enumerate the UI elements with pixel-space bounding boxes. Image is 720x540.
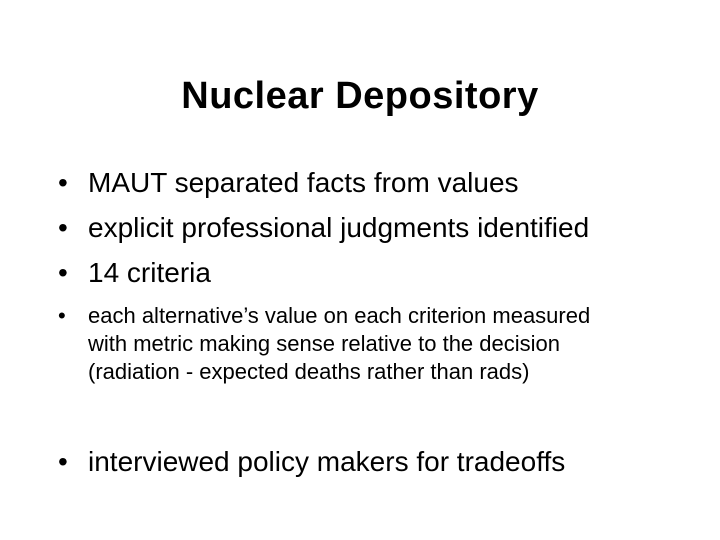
bullet-item bbox=[58, 440, 688, 484]
slide-title: Nuclear Depository bbox=[181, 75, 539, 117]
bullet-marker: • bbox=[58, 257, 68, 288]
bullet-text: interviewed policy makers for tradeoffs bbox=[88, 446, 566, 477]
bullet-item bbox=[58, 206, 688, 250]
bullet-marker: • bbox=[58, 212, 68, 243]
bullet-item bbox=[58, 161, 688, 205]
bullet-marker: • bbox=[58, 303, 66, 328]
bullet-text: each alternative’s value on each criterion measured with metric making sense relative to the decision (radiation - expected deaths rather than rads) bbox=[88, 303, 591, 384]
bullet-item bbox=[58, 302, 618, 386]
bullet-text: MAUT separated facts from values bbox=[88, 167, 519, 198]
bullet-item bbox=[58, 251, 688, 295]
bullet-text: explicit professional judgments identified bbox=[88, 212, 590, 243]
bullet-marker: • bbox=[58, 446, 68, 477]
bullet-text: 14 criteria bbox=[88, 257, 211, 288]
bullet-marker: • bbox=[58, 167, 68, 198]
